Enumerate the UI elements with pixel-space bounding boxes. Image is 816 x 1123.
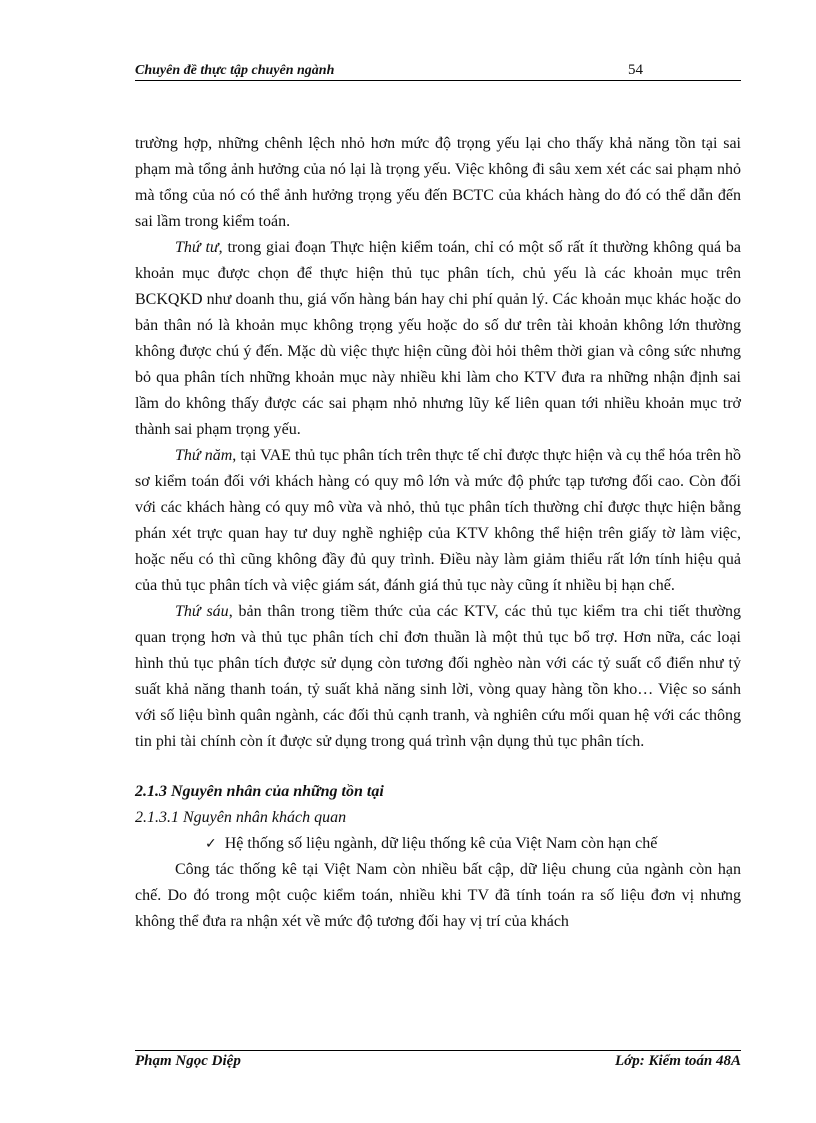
- page-header: [135, 60, 741, 81]
- paragraph-2-text: , trong giai đoạn Thực hiện kiểm toán, chỉ có một số rất ít thường không quá ba khoản mục được chọn để thực hiện thủ tục phân tích, chủ yếu là các khoản mục trên BCKQKD như doanh thu, giá vốn hàng bán hay chi phí quản lý. Các khoản mục khác hoặc do bản thân nó là khoản mục không trọng yếu hoặc do số dư trên tài khoản không lớn thường không được chú ý đến. Mặc dù việc thực hiện cũng đòi hỏi thêm thời gian và công sức nhưng bỏ qua phân tích những khoản mục này nhiều khi làm cho KTV đưa ra những nhận định sai lầm do không thấy được các sai phạm nhỏ nhưng lũy kế liên quan tới nhiều khoản mục trở thành sai phạm trọng yếu.: [135, 239, 742, 438]
- check-icon: ✓: [205, 836, 217, 852]
- paragraph-3-lead: Thứ năm: [175, 447, 233, 464]
- paragraph-4: [135, 599, 741, 755]
- page-footer: [135, 1050, 741, 1071]
- bullet-text: Hệ thống số liệu ngành, dữ liệu thống kê của Việt Nam còn hạn chế: [224, 835, 658, 852]
- paragraph-4-text: , bản thân trong tiềm thức của các KTV, các thủ tục kiểm tra chi tiết thường quan trọng hơn và thủ tục phân tích chỉ đơn thuần là một thủ tục bổ trợ. Hơn nữa, các loại hình thủ tục phân tích được sử dụng còn tương đối nghèo nàn với các tỷ suất cổ điển như tỷ suất khả năng thanh toán, tỷ suất khả năng sinh lời, vòng quay hàng tồn kho… Việc so sánh với số liệu bình quân ngành, các đối thủ cạnh tranh, và nghiên cứu mối quan hệ với các thông tin phi tài chính còn ít được sử dụng trong quá trình vận dụng thủ tục phân tích.: [135, 603, 741, 750]
- paragraph-4-lead: Thứ sáu: [175, 603, 229, 620]
- bullet-item: [135, 831, 741, 857]
- subsection-heading-2-1-3-1: 2.1.3.1 Nguyên nhân khách quan: [135, 809, 347, 826]
- paragraph-1: trường hợp, những chênh lệch nhỏ hơn mức độ trọng yếu lại cho thấy khả năng tồn tại sai phạm mà tổng ảnh hưởng của nó lại là trọng yếu. Việc không đi sâu xem xét các sai phạm nhỏ mà tổng của nó có thể ảnh hưởng trọng yếu đến BCTC của khách hàng do đó có thể dẫn đến sai lầm trong kiểm toán.: [135, 135, 741, 230]
- paragraph-3-text: , tại VAE thủ tục phân tích trên thực tế chỉ được thực hiện và cụ thể hóa trên hồ sơ kiểm toán đối với khách hàng có quy mô lớn và mức độ phức tạp tương đối cao. Còn đối với các khách hàng có quy mô vừa và nhỏ, thủ tục phân tích thường chỉ được thực hiện bằng phán xét trực quan hay tư duy nghề nghiệp của KTV không thể hiện trên giấy tờ làm việc, hoặc nếu có thì cũng không đầy đủ quy trình. Điều này làm giảm thiểu rất lớn tính hiệu quả của thủ tục phân tích và việc giám sát, đánh giá thủ tục này cũng ít nhiều bị hạn chế.: [135, 447, 741, 594]
- paragraph-3: [135, 443, 741, 599]
- header-title: Chuyên đề thực tập chuyên ngành: [135, 63, 335, 78]
- paragraph-5: Công tác thống kê tại Việt Nam còn nhiều bất cập, dữ liệu chung của ngành còn hạn chế. Do đó trong một cuộc kiểm toán, nhiều khi TV đã tính toán ra số liệu đơn vị nhưng không thể đưa ra nhận xét về mức độ tương đối hay vị trí của khách: [135, 861, 741, 930]
- footer-class: Lớp: Kiểm toán 48A: [615, 1053, 741, 1069]
- paragraph-2-lead: Thứ tư: [175, 239, 219, 256]
- section-heading-2-1-3: 2.1.3 Nguyên nhân của những tồn tại: [135, 783, 384, 800]
- page-number: 54: [628, 62, 643, 78]
- footer-author: Phạm Ngọc Diệp: [135, 1053, 241, 1069]
- document-body: [135, 131, 741, 935]
- paragraph-2: [135, 235, 741, 443]
